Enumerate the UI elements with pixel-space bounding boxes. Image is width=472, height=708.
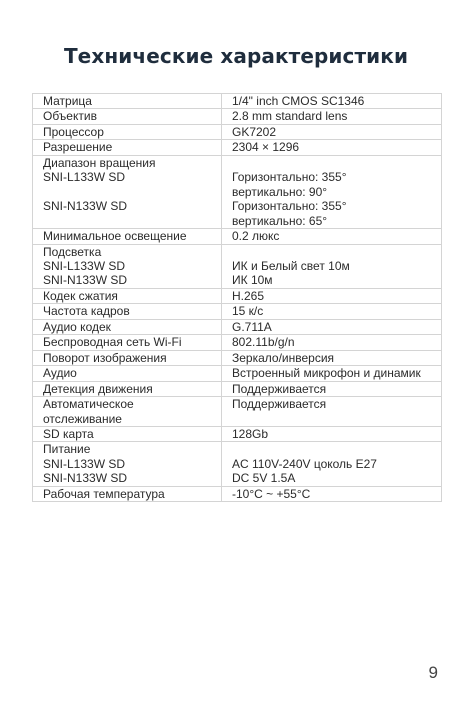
parameter-text: Беспроводная сеть Wi-Fi [43, 335, 182, 350]
value-cell [222, 319, 442, 334]
parameter-text: SNI-L133W SD [43, 456, 126, 471]
parameter-cell [33, 486, 222, 501]
value-text: G.711A [232, 319, 272, 334]
table-row [33, 109, 442, 124]
value-text: 15 к/с [232, 304, 264, 319]
value-cell [222, 288, 442, 303]
parameter-text: SNI-L133W SD [43, 258, 126, 273]
value-text: 2.8 mm standard lens [232, 109, 348, 124]
value-text: Зеркало/инверсия [232, 350, 335, 365]
parameter-text: Аудио кодек [43, 319, 111, 334]
parameter-cell [33, 335, 222, 350]
value-cell [222, 442, 442, 486]
table-row [33, 140, 442, 155]
value-text: -10°C ~ +55°C [232, 486, 311, 501]
parameter-text: SNI-N133W SD [43, 199, 128, 214]
value-text: DC 5V 1.5A [232, 471, 296, 486]
table-row [33, 244, 442, 288]
parameter-cell [33, 381, 222, 396]
value-text: 128Gb [232, 426, 269, 441]
value-text: Горизонтально: 355° [232, 199, 347, 214]
value-text: ИК и Белый свет 10м [232, 258, 350, 273]
page-title: Технические характеристики [63, 44, 409, 68]
parameter-cell [33, 109, 222, 124]
parameter-text: Поворот изображения [43, 350, 167, 365]
parameter-text: Автоматическое [43, 397, 134, 412]
table-row [33, 304, 442, 319]
parameter-cell [33, 442, 222, 486]
table-row [33, 426, 442, 441]
parameter-cell [33, 244, 222, 288]
parameter-text: Аудио [43, 366, 77, 381]
value-cell [222, 109, 442, 124]
value-cell [222, 124, 442, 139]
parameter-cell [33, 155, 222, 228]
table-row [33, 94, 442, 109]
value-text [232, 245, 441, 259]
table-row [33, 155, 442, 228]
table-row [33, 397, 442, 427]
parameter-cell [33, 288, 222, 303]
value-text [232, 412, 441, 426]
table-row [33, 442, 442, 486]
value-text: 802.11b/g/n [232, 335, 295, 350]
specifications-table [32, 93, 442, 502]
parameter-text: Подсветка [43, 244, 102, 259]
value-cell [222, 366, 442, 381]
value-cell [222, 350, 442, 365]
parameter-cell [33, 319, 222, 334]
value-cell [222, 229, 442, 244]
table-row [33, 381, 442, 396]
parameter-text: Диапазон вращения [43, 155, 156, 170]
value-text: 1/4" inch CMOS SC1346 [232, 94, 365, 108]
value-cell [222, 426, 442, 441]
value-cell [222, 304, 442, 319]
parameter-text: Объектив [43, 109, 97, 124]
table-row [33, 486, 442, 501]
parameter-cell [33, 229, 222, 244]
value-cell [222, 140, 442, 155]
parameter-text: Матрица [43, 94, 92, 108]
parameter-text: Процессор [43, 124, 104, 139]
table-row [33, 124, 442, 139]
parameter-cell [33, 366, 222, 381]
parameter-cell [33, 304, 222, 319]
value-cell [222, 381, 442, 396]
value-text [232, 442, 441, 456]
value-text [232, 156, 441, 170]
value-text: AC 110V-240V цоколь E27 [232, 456, 377, 471]
page-number: 9 [428, 663, 438, 682]
value-text: вертикально: 65° [232, 213, 328, 228]
parameter-cell [33, 94, 222, 109]
parameter-text: Кодек сжатия [43, 288, 118, 303]
value-cell [222, 94, 442, 109]
parameter-text: SD карта [43, 426, 94, 441]
value-text: 0.2 люкс [232, 229, 280, 244]
value-text: Поддерживается [232, 397, 327, 412]
value-cell [222, 155, 442, 228]
parameter-cell [33, 140, 222, 155]
parameter-text: Детекция движения [43, 381, 153, 396]
parameter-cell [33, 397, 222, 427]
parameter-cell [33, 426, 222, 441]
value-text: H.265 [232, 288, 265, 303]
value-cell [222, 244, 442, 288]
value-text: Встроенный микрофон и динамик [232, 366, 421, 381]
parameter-text: SNI-N133W SD [43, 471, 128, 486]
parameter-text: SNI-N133W SD [43, 273, 128, 288]
parameter-text: Рабочая температура [43, 486, 165, 501]
parameter-text: SNI-L133W SD [43, 170, 126, 185]
parameter-text: Минимальное освещение [43, 229, 187, 244]
value-text: вертикально: 90° [232, 184, 328, 199]
table-row [33, 350, 442, 365]
parameter-cell [33, 350, 222, 365]
parameter-text [43, 214, 221, 228]
value-text: ИК 10м [232, 273, 273, 288]
table-row [33, 288, 442, 303]
table-row [33, 229, 442, 244]
parameter-cell [33, 124, 222, 139]
parameter-text: отслеживание [43, 411, 122, 426]
value-cell [222, 486, 442, 501]
table-row [33, 319, 442, 334]
value-text: 2304 × 1296 [232, 140, 300, 155]
value-text: Горизонтально: 355° [232, 170, 347, 185]
parameter-text: Частота кадров [43, 304, 130, 319]
parameter-text: Питание [43, 442, 91, 457]
value-cell [222, 335, 442, 350]
table-row [33, 335, 442, 350]
value-text: Поддерживается [232, 381, 327, 396]
value-text: GK7202 [232, 124, 277, 139]
parameter-text: Разрешение [43, 140, 113, 155]
value-cell [222, 397, 442, 427]
table-row [33, 366, 442, 381]
parameter-text [43, 185, 221, 199]
